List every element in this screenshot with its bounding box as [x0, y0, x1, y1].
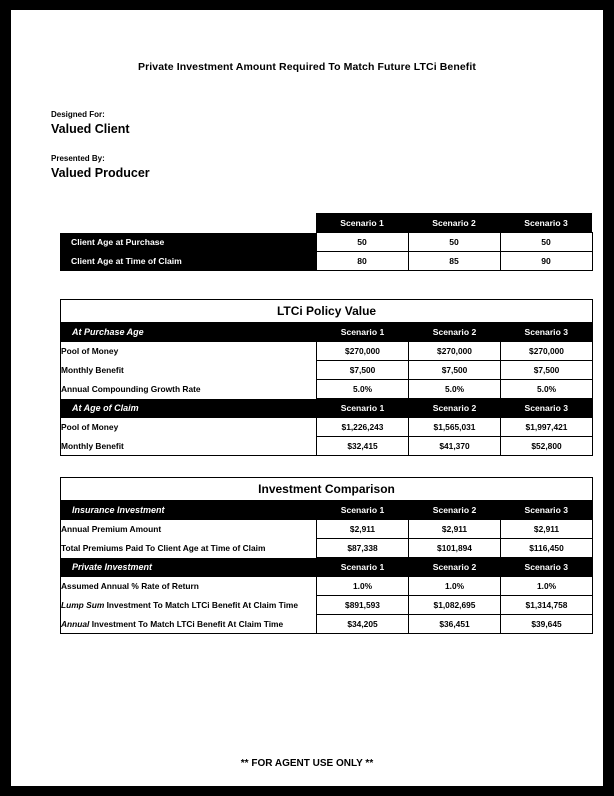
row-value-scenario-1: $7,500	[317, 361, 409, 380]
row-value-scenario-3: 50	[500, 233, 592, 252]
page-footer: ** FOR AGENT USE ONLY **	[240, 758, 374, 769]
row-label-cell	[61, 615, 317, 634]
column-header-scenario-1: Scenario 1	[317, 558, 409, 577]
table-row	[61, 596, 593, 615]
ltci-policy-value-title: LTCi Policy Value	[61, 300, 593, 323]
row-value-scenario-2: $36,451	[409, 615, 501, 634]
blank-corner-cell	[60, 213, 316, 233]
row-value-scenario-2: 85	[408, 252, 500, 271]
row-label: Annual Premium Amount	[61, 520, 317, 539]
investment-comparison-title: Investment Comparison	[61, 478, 593, 501]
row-value-scenario-2: $41,370	[409, 437, 501, 456]
column-header-scenario-1: Scenario 1	[317, 399, 409, 418]
section-label: At Age of Claim	[61, 399, 317, 418]
column-header-scenario-2: Scenario 2	[409, 399, 501, 418]
row-label: Annual Compounding Growth Rate	[61, 380, 317, 399]
row-value-scenario-1: $270,000	[317, 342, 409, 361]
table-row	[61, 615, 593, 634]
section-header-private-investment	[61, 558, 593, 577]
column-header-scenario-2: Scenario 2	[409, 558, 501, 577]
table-row	[61, 520, 593, 539]
row-value-scenario-2: $2,911	[409, 520, 501, 539]
table-row	[60, 252, 592, 271]
row-value-scenario-2: $270,000	[409, 342, 501, 361]
row-value-scenario-3: $270,000	[501, 342, 593, 361]
column-header-scenario-3: Scenario 3	[501, 501, 593, 520]
row-value-scenario-1: $2,911	[317, 520, 409, 539]
row-label: Total Premiums Paid To Client Age at Time of Claim	[61, 539, 317, 558]
row-value-scenario-2: $7,500	[409, 361, 501, 380]
page-title: Private Investment Amount Required To Match Future LTCi Benefit	[137, 61, 477, 73]
row-value-scenario-1: $891,593	[317, 596, 409, 615]
table-row	[61, 539, 593, 558]
section-header-at-purchase-age	[61, 323, 593, 342]
row-label: Pool of Money	[61, 418, 317, 437]
presented-by-value: Valued Producer	[51, 166, 150, 180]
row-value-scenario-3: 5.0%	[501, 380, 593, 399]
column-header-scenario-2: Scenario 2	[409, 501, 501, 520]
row-label: Monthly Benefit	[61, 437, 317, 456]
table-row	[61, 437, 593, 456]
column-header-scenario-3: Scenario 3	[501, 399, 593, 418]
ltci-policy-value-table	[60, 299, 593, 456]
row-value-scenario-3: $39,645	[501, 615, 593, 634]
row-value-scenario-3: $7,500	[501, 361, 593, 380]
section-label: Private Investment	[61, 558, 317, 577]
row-label: Assumed Annual % Rate of Return	[61, 581, 199, 591]
table-row	[61, 418, 593, 437]
row-value-scenario-1: 50	[316, 233, 408, 252]
designed-for-block	[51, 109, 130, 137]
table-title-row	[61, 300, 593, 323]
row-label: Investment To Match LTCi Benefit At Claim Time	[89, 618, 284, 629]
row-value-scenario-3: 1.0%	[501, 577, 593, 596]
column-header-scenario-2: Scenario 2	[409, 323, 501, 342]
row-value-scenario-1: 5.0%	[317, 380, 409, 399]
row-label-emphasis: Lump Sum	[61, 600, 105, 610]
column-header-scenario-1: Scenario 1	[317, 501, 409, 520]
section-header-insurance-investment	[61, 501, 593, 520]
table-title-row	[61, 478, 593, 501]
table-row	[60, 233, 592, 252]
row-label: Investment To Match LTCi Benefit At Claim Time	[104, 600, 299, 610]
column-header-scenario-2: Scenario 2	[408, 213, 500, 233]
table-header-row	[60, 213, 592, 233]
table-row	[61, 342, 593, 361]
row-value-scenario-2: $101,894	[409, 539, 501, 558]
section-header-at-age-of-claim	[61, 399, 593, 418]
document-page	[11, 10, 603, 786]
row-value-scenario-2: $1,565,031	[409, 418, 501, 437]
row-value-scenario-2: 5.0%	[409, 380, 501, 399]
client-ages-table	[60, 213, 593, 271]
presented-by-label: Presented By:	[51, 154, 105, 163]
row-value-scenario-3: $1,314,758	[501, 596, 593, 615]
table-row	[61, 577, 593, 596]
presented-by-block	[51, 153, 150, 181]
section-label: Insurance Investment	[61, 501, 317, 520]
row-value-scenario-3: $2,911	[501, 520, 593, 539]
row-value-scenario-3: 90	[500, 252, 592, 271]
designed-for-value: Valued Client	[51, 122, 130, 136]
row-value-scenario-2: $1,082,695	[409, 596, 501, 615]
table-row	[61, 380, 593, 399]
table-row	[61, 361, 593, 380]
row-value-scenario-1: $87,338	[317, 539, 409, 558]
column-header-scenario-3: Scenario 3	[501, 558, 593, 577]
row-value-scenario-1: $34,205	[317, 615, 409, 634]
row-label: Pool of Money	[61, 342, 317, 361]
row-value-scenario-1: 80	[316, 252, 408, 271]
section-label: At Purchase Age	[61, 323, 317, 342]
row-value-scenario-1: $1,226,243	[317, 418, 409, 437]
column-header-scenario-1: Scenario 1	[316, 213, 408, 233]
row-label: Client Age at Time of Claim	[60, 252, 316, 271]
investment-comparison-table	[60, 477, 593, 634]
row-value-scenario-1: $32,415	[317, 437, 409, 456]
row-label: Monthly Benefit	[61, 361, 317, 380]
row-label-cell	[61, 577, 317, 596]
column-header-scenario-1: Scenario 1	[317, 323, 409, 342]
column-header-scenario-3: Scenario 3	[500, 213, 592, 233]
row-value-scenario-3: $52,800	[501, 437, 593, 456]
row-value-scenario-3: $116,450	[501, 539, 593, 558]
row-value-scenario-1: 1.0%	[317, 577, 409, 596]
row-label-cell	[61, 596, 317, 615]
row-label: Client Age at Purchase	[60, 233, 316, 252]
row-value-scenario-3: $1,997,421	[501, 418, 593, 437]
designed-for-label: Designed For:	[51, 110, 105, 119]
row-value-scenario-2: 1.0%	[409, 577, 501, 596]
row-value-scenario-2: 50	[408, 233, 500, 252]
row-label-emphasis: Annual	[61, 618, 90, 629]
column-header-scenario-3: Scenario 3	[501, 323, 593, 342]
